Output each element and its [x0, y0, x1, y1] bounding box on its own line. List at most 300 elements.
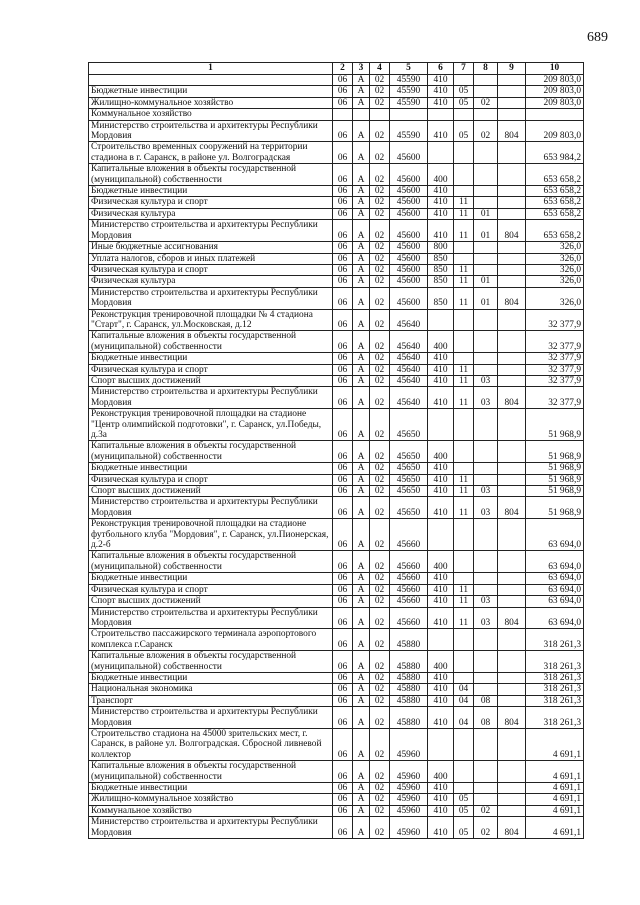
- row-name: Министерство строительства и архитектуры Республики Мордовия: [89, 707, 333, 729]
- code-5: 45650: [390, 474, 428, 485]
- code-3: А: [353, 463, 370, 474]
- code-9: [498, 573, 526, 584]
- row-amount: 326,0: [526, 264, 584, 275]
- code-8: 03: [474, 387, 498, 409]
- row-name: Реконструкция тренировочной площадки на стадионе футбольного клуба "Мордовия", г. Саранск, ул.Пионерская, д.2-б: [89, 519, 333, 551]
- code-7: [454, 186, 474, 197]
- code-8: [474, 573, 498, 584]
- row-amount: 63 694,0: [526, 551, 584, 573]
- row-amount: 318 261,3: [526, 684, 584, 695]
- code-5: 45960: [390, 805, 428, 816]
- code-7: 11: [454, 474, 474, 485]
- code-2: 06: [333, 164, 353, 186]
- table-row: [89, 186, 584, 197]
- row-name: Министерство строительства и архитектуры Республики Мордовия: [89, 817, 333, 839]
- column-header: 5: [390, 63, 428, 75]
- code-6: 410: [428, 486, 454, 497]
- row-amount: 51 968,9: [526, 463, 584, 474]
- code-8: [474, 651, 498, 673]
- code-5: 45960: [390, 817, 428, 839]
- code-7: [454, 75, 474, 86]
- table-row: [89, 253, 584, 264]
- row-name: Физическая культура и спорт: [89, 584, 333, 595]
- code-4: 02: [370, 97, 390, 108]
- code-6: [428, 409, 454, 441]
- code-2: 06: [333, 253, 353, 264]
- code-2: 06: [333, 607, 353, 629]
- row-name: Министерство строительства и архитектуры Республики Мордовия: [89, 120, 333, 142]
- table-row: [89, 783, 584, 794]
- code-2: 06: [333, 672, 353, 683]
- row-name: Коммунальное хозяйство: [89, 109, 333, 120]
- code-3: А: [353, 353, 370, 364]
- code-5: [390, 109, 428, 120]
- code-6: 400: [428, 651, 454, 673]
- code-3: А: [353, 596, 370, 607]
- row-name: Министерство строительства и архитектуры Республики Мордовия: [89, 497, 333, 519]
- code-4: 02: [370, 409, 390, 441]
- code-7: [454, 242, 474, 253]
- row-amount: 63 694,0: [526, 607, 584, 629]
- row-name: Спорт высших достижений: [89, 596, 333, 607]
- code-9: [498, 364, 526, 375]
- code-2: 06: [333, 551, 353, 573]
- code-6: [428, 109, 454, 120]
- code-9: [498, 441, 526, 463]
- code-7: [454, 142, 474, 164]
- row-name: Физическая культура: [89, 276, 333, 287]
- code-5: 45650: [390, 463, 428, 474]
- code-8: [474, 264, 498, 275]
- code-6: 400: [428, 441, 454, 463]
- table-row: [89, 629, 584, 651]
- code-9: [498, 695, 526, 706]
- code-6: [428, 728, 454, 760]
- code-4: 02: [370, 474, 390, 485]
- code-4: 02: [370, 695, 390, 706]
- code-3: А: [353, 551, 370, 573]
- table-row: [89, 761, 584, 783]
- code-7: 11: [454, 584, 474, 595]
- code-9: [498, 353, 526, 364]
- code-4: 02: [370, 672, 390, 683]
- row-amount: 4 691,1: [526, 794, 584, 805]
- code-6: 400: [428, 551, 454, 573]
- code-9: [498, 375, 526, 386]
- code-4: 02: [370, 86, 390, 97]
- code-8: [474, 551, 498, 573]
- code-7: 11: [454, 607, 474, 629]
- code-4: 02: [370, 142, 390, 164]
- row-name: Капитальные вложения в объекты государственной (муниципальной) собственности: [89, 441, 333, 463]
- row-name: Иные бюджетные ассигнования: [89, 242, 333, 253]
- table-row: [89, 109, 584, 120]
- row-name: Физическая культура и спорт: [89, 197, 333, 208]
- row-name: Министерство строительства и архитектуры Республики Мордовия: [89, 607, 333, 629]
- code-9: [498, 551, 526, 573]
- code-7: 05: [454, 86, 474, 97]
- code-7: 11: [454, 596, 474, 607]
- row-amount: 326,0: [526, 242, 584, 253]
- code-9: [498, 164, 526, 186]
- table-row: [89, 463, 584, 474]
- row-amount: 318 261,3: [526, 651, 584, 673]
- code-6: 410: [428, 794, 454, 805]
- row-amount: 326,0: [526, 276, 584, 287]
- code-4: 02: [370, 817, 390, 839]
- code-4: 02: [370, 651, 390, 673]
- budget-table: [88, 62, 584, 839]
- column-header: 8: [474, 63, 498, 75]
- code-3: [353, 109, 370, 120]
- table-row: [89, 441, 584, 463]
- code-2: 06: [333, 463, 353, 474]
- table-row: [89, 353, 584, 364]
- code-3: А: [353, 208, 370, 219]
- table-row: [89, 142, 584, 164]
- code-3: А: [353, 728, 370, 760]
- code-4: 02: [370, 364, 390, 375]
- column-header: 3: [353, 63, 370, 75]
- code-5: 45960: [390, 761, 428, 783]
- code-6: 410: [428, 497, 454, 519]
- row-amount: 209 803,0: [526, 75, 584, 86]
- code-4: 02: [370, 761, 390, 783]
- code-7: [454, 109, 474, 120]
- table-row: [89, 573, 584, 584]
- code-8: [474, 331, 498, 353]
- code-6: 850: [428, 276, 454, 287]
- code-2: 06: [333, 629, 353, 651]
- code-2: 06: [333, 142, 353, 164]
- code-6: 410: [428, 375, 454, 386]
- code-2: [333, 109, 353, 120]
- row-name: Бюджетные инвестиции: [89, 672, 333, 683]
- code-6: 410: [428, 120, 454, 142]
- row-name: Жилищно-коммунальное хозяйство: [89, 97, 333, 108]
- code-4: 02: [370, 441, 390, 463]
- code-5: 45600: [390, 220, 428, 242]
- code-9: [498, 672, 526, 683]
- code-2: 06: [333, 805, 353, 816]
- code-3: А: [353, 474, 370, 485]
- row-name: Строительство пассажирского терминала аэропортового комплекса г.Саранск: [89, 629, 333, 651]
- code-7: 11: [454, 287, 474, 309]
- row-name: Капитальные вложения в объекты государственной (муниципальной) собственности: [89, 551, 333, 573]
- row-name: Реконструкция тренировочной площадки на стадионе "Центр олимпийской подготовки", г. Саранск, ул.Победы, д.3а: [89, 409, 333, 441]
- row-amount: 326,0: [526, 287, 584, 309]
- code-5: 45600: [390, 142, 428, 164]
- code-6: 410: [428, 97, 454, 108]
- code-9: [498, 783, 526, 794]
- page-number: 689: [587, 30, 608, 45]
- code-3: А: [353, 387, 370, 409]
- code-6: 410: [428, 387, 454, 409]
- code-9: 804: [498, 497, 526, 519]
- code-9: [498, 596, 526, 607]
- row-amount: 51 968,9: [526, 486, 584, 497]
- code-6: 410: [428, 86, 454, 97]
- code-8: [474, 441, 498, 463]
- code-4: 02: [370, 331, 390, 353]
- code-5: 45880: [390, 629, 428, 651]
- code-9: [498, 651, 526, 673]
- code-9: 804: [498, 607, 526, 629]
- row-amount: 51 968,9: [526, 497, 584, 519]
- code-2: 06: [333, 596, 353, 607]
- code-3: А: [353, 441, 370, 463]
- code-8: 02: [474, 805, 498, 816]
- code-2: 06: [333, 220, 353, 242]
- table-row: [89, 728, 584, 760]
- row-name: Жилищно-коммунальное хозяйство: [89, 794, 333, 805]
- code-7: 11: [454, 276, 474, 287]
- code-7: 11: [454, 264, 474, 275]
- code-9: 804: [498, 220, 526, 242]
- code-3: А: [353, 331, 370, 353]
- row-amount: 653 658,2: [526, 197, 584, 208]
- code-5: 45960: [390, 728, 428, 760]
- code-2: 06: [333, 651, 353, 673]
- code-2: 06: [333, 186, 353, 197]
- code-8: [474, 409, 498, 441]
- code-3: А: [353, 629, 370, 651]
- row-amount: 653 658,2: [526, 186, 584, 197]
- code-4: 02: [370, 387, 390, 409]
- table-row: [89, 584, 584, 595]
- code-6: 410: [428, 707, 454, 729]
- code-9: [498, 409, 526, 441]
- code-3: А: [353, 75, 370, 86]
- column-header: 6: [428, 63, 454, 75]
- code-9: [498, 728, 526, 760]
- code-6: 850: [428, 287, 454, 309]
- code-6: 410: [428, 684, 454, 695]
- code-8: 02: [474, 817, 498, 839]
- table-row: [89, 220, 584, 242]
- table-row: [89, 817, 584, 839]
- code-7: 04: [454, 684, 474, 695]
- table-body: [89, 75, 584, 839]
- code-9: [498, 86, 526, 97]
- code-4: 02: [370, 208, 390, 219]
- table-row: [89, 208, 584, 219]
- code-6: 400: [428, 164, 454, 186]
- code-2: 06: [333, 208, 353, 219]
- table-row: [89, 75, 584, 86]
- code-5: 45650: [390, 441, 428, 463]
- code-3: А: [353, 287, 370, 309]
- code-9: 804: [498, 817, 526, 839]
- code-7: [454, 331, 474, 353]
- code-8: [474, 629, 498, 651]
- row-name: Спорт высших достижений: [89, 375, 333, 386]
- code-2: 06: [333, 331, 353, 353]
- code-6: 410: [428, 364, 454, 375]
- code-3: А: [353, 607, 370, 629]
- code-5: 45640: [390, 353, 428, 364]
- code-8: [474, 353, 498, 364]
- code-7: 05: [454, 794, 474, 805]
- row-name: Спорт высших достижений: [89, 486, 333, 497]
- row-amount: 318 261,3: [526, 707, 584, 729]
- table-row: [89, 387, 584, 409]
- row-name: Национальная экономика: [89, 684, 333, 695]
- code-9: [498, 264, 526, 275]
- column-header: 9: [498, 63, 526, 75]
- code-7: 11: [454, 387, 474, 409]
- code-7: [454, 253, 474, 264]
- column-header: 7: [454, 63, 474, 75]
- code-4: 02: [370, 486, 390, 497]
- row-name: Бюджетные инвестиции: [89, 186, 333, 197]
- code-4: 02: [370, 197, 390, 208]
- code-4: 02: [370, 375, 390, 386]
- code-2: 06: [333, 276, 353, 287]
- table-row: [89, 86, 584, 97]
- row-amount: 318 261,3: [526, 672, 584, 683]
- code-5: 45650: [390, 409, 428, 441]
- code-6: 800: [428, 242, 454, 253]
- row-name: Бюджетные инвестиции: [89, 353, 333, 364]
- code-9: [498, 629, 526, 651]
- code-8: [474, 519, 498, 551]
- code-4: 02: [370, 242, 390, 253]
- code-3: А: [353, 805, 370, 816]
- row-name: Физическая культура: [89, 208, 333, 219]
- code-3: А: [353, 197, 370, 208]
- code-5: 45600: [390, 287, 428, 309]
- code-8: [474, 783, 498, 794]
- code-2: 06: [333, 264, 353, 275]
- row-amount: 318 261,3: [526, 695, 584, 706]
- code-8: 01: [474, 276, 498, 287]
- code-2: 06: [333, 364, 353, 375]
- table-row: [89, 695, 584, 706]
- code-9: [498, 584, 526, 595]
- code-6: 410: [428, 474, 454, 485]
- code-7: 11: [454, 208, 474, 219]
- code-6: 850: [428, 264, 454, 275]
- code-4: 02: [370, 607, 390, 629]
- code-8: 01: [474, 287, 498, 309]
- table-row: [89, 684, 584, 695]
- table-row: [89, 805, 584, 816]
- row-name: Бюджетные инвестиции: [89, 86, 333, 97]
- column-header: 2: [333, 63, 353, 75]
- code-4: 02: [370, 287, 390, 309]
- row-name: Строительство временных сооружений на территории стадиона в г. Саранск, в районе ул. Волгоградская: [89, 142, 333, 164]
- code-6: 410: [428, 817, 454, 839]
- code-7: [454, 629, 474, 651]
- code-5: 45660: [390, 584, 428, 595]
- row-name: Капитальные вложения в объекты государственной (муниципальной) собственности: [89, 651, 333, 673]
- code-5: 45660: [390, 551, 428, 573]
- code-6: 410: [428, 353, 454, 364]
- row-amount: 4 691,1: [526, 805, 584, 816]
- code-8: 02: [474, 120, 498, 142]
- code-7: [454, 441, 474, 463]
- code-3: А: [353, 794, 370, 805]
- code-6: [428, 519, 454, 551]
- row-name: Министерство строительства и архитектуры Республики Мордовия: [89, 220, 333, 242]
- code-2: 06: [333, 707, 353, 729]
- code-8: 03: [474, 607, 498, 629]
- row-amount: 653 984,2: [526, 142, 584, 164]
- code-9: [498, 684, 526, 695]
- code-7: 05: [454, 805, 474, 816]
- code-5: 45880: [390, 684, 428, 695]
- code-7: 11: [454, 486, 474, 497]
- code-7: [454, 761, 474, 783]
- code-8: [474, 672, 498, 683]
- table-row: [89, 672, 584, 683]
- code-3: А: [353, 86, 370, 97]
- code-7: 11: [454, 197, 474, 208]
- code-6: [428, 309, 454, 331]
- code-5: 45880: [390, 695, 428, 706]
- code-6: 410: [428, 220, 454, 242]
- code-4: 02: [370, 353, 390, 364]
- code-9: [498, 276, 526, 287]
- table-row: [89, 309, 584, 331]
- code-9: 804: [498, 387, 526, 409]
- code-6: 410: [428, 463, 454, 474]
- row-amount: 51 968,9: [526, 441, 584, 463]
- code-6: 410: [428, 197, 454, 208]
- column-numbers-row: [89, 63, 584, 75]
- row-amount: 32 377,9: [526, 309, 584, 331]
- code-4: 02: [370, 728, 390, 760]
- code-4: [370, 109, 390, 120]
- table-row: [89, 497, 584, 519]
- code-2: 06: [333, 75, 353, 86]
- code-4: 02: [370, 684, 390, 695]
- code-3: А: [353, 651, 370, 673]
- code-6: 410: [428, 783, 454, 794]
- code-9: [498, 486, 526, 497]
- code-7: [454, 519, 474, 551]
- code-3: А: [353, 497, 370, 519]
- code-7: [454, 463, 474, 474]
- code-4: 02: [370, 794, 390, 805]
- table-row: [89, 197, 584, 208]
- code-9: [498, 186, 526, 197]
- code-7: [454, 353, 474, 364]
- code-9: [498, 75, 526, 86]
- code-6: 850: [428, 253, 454, 264]
- code-6: 410: [428, 573, 454, 584]
- table-row: [89, 519, 584, 551]
- code-4: 02: [370, 783, 390, 794]
- code-6: 410: [428, 75, 454, 86]
- code-2: 06: [333, 761, 353, 783]
- code-6: [428, 629, 454, 651]
- code-2: 06: [333, 97, 353, 108]
- code-5: 45600: [390, 208, 428, 219]
- row-name: Министерство строительства и архитектуры Республики Мордовия: [89, 287, 333, 309]
- code-5: 45960: [390, 794, 428, 805]
- row-name: Физическая культура и спорт: [89, 364, 333, 375]
- row-amount: 326,0: [526, 253, 584, 264]
- code-4: 02: [370, 164, 390, 186]
- code-8: [474, 197, 498, 208]
- table-row: [89, 596, 584, 607]
- row-name: [89, 75, 333, 86]
- code-4: 02: [370, 309, 390, 331]
- row-amount: 32 377,9: [526, 364, 584, 375]
- code-8: [474, 86, 498, 97]
